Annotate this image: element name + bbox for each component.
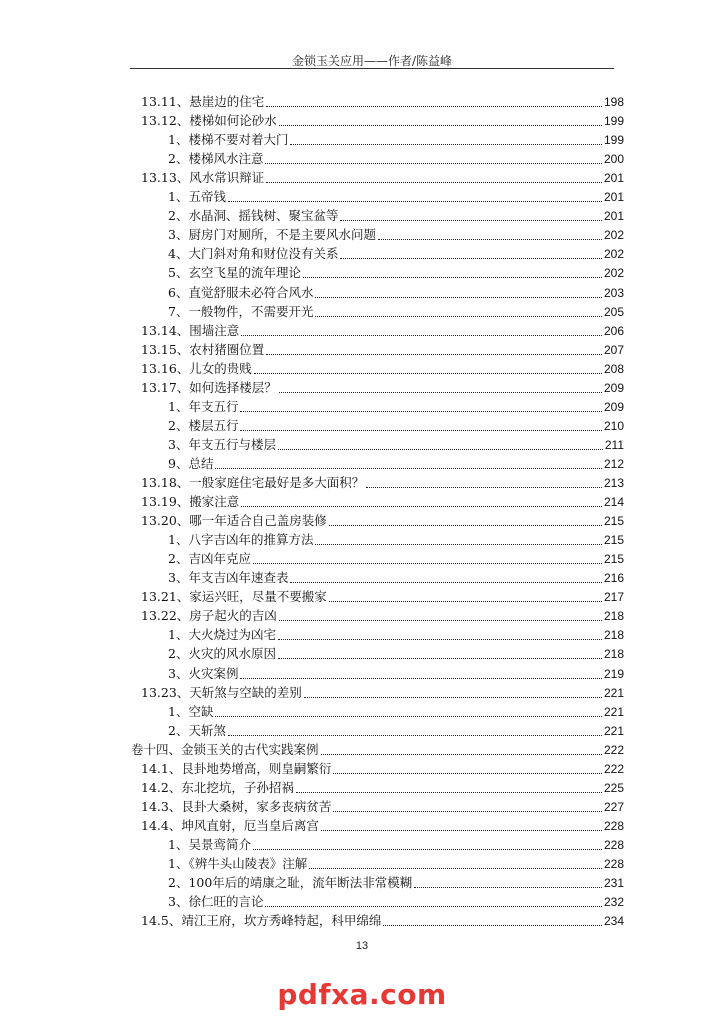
toc-entry-title: 7、一般物件，不需要开光: [168, 303, 314, 319]
toc-leader-dots: [266, 354, 602, 355]
toc-entry-page: 213: [603, 476, 624, 490]
toc-entry-title: 1、楼梯不要对着大门: [168, 132, 289, 148]
toc-entry-page: 227: [603, 799, 624, 814]
toc-leader-dots: [304, 697, 602, 698]
toc-entry-title: 1、八字吉凶年的推算方法: [168, 532, 314, 548]
toc-entry-title: 14.4、坤风直射，厄当皇后离宫: [141, 817, 319, 833]
toc-entry[interactable]: [131, 741, 624, 759]
toc-leader-dots: [366, 487, 602, 488]
toc-leader-dots: [329, 601, 602, 602]
toc-leader-dots: [296, 792, 602, 793]
toc-leader-dots: [253, 563, 602, 564]
toc-leader-dots: [215, 468, 602, 469]
toc-entry-page: 201: [603, 171, 624, 186]
toc-entry[interactable]: [168, 226, 624, 244]
toc-leader-dots: [278, 639, 602, 640]
toc-leader-dots: [240, 411, 602, 412]
toc-entry[interactable]: [168, 303, 624, 321]
toc-leader-dots: [266, 106, 602, 107]
toc-entry-title: 2、吉凶年克应: [168, 551, 251, 567]
toc-entry-page: 208: [603, 361, 624, 376]
toc-leader-dots: [303, 277, 602, 278]
toc-entry-page: 225: [603, 780, 624, 795]
toc-entry[interactable]: [168, 131, 624, 149]
toc-entry[interactable]: [141, 684, 624, 702]
toc-entry-page: 215: [603, 533, 624, 548]
toc-entry[interactable]: [168, 207, 624, 225]
toc-entry[interactable]: [168, 569, 624, 587]
toc-entry[interactable]: [141, 760, 624, 778]
toc-entry[interactable]: [168, 703, 624, 721]
toc-entry-title: 13.11、悬崖边的住宅: [141, 94, 265, 109]
toc-leader-dots: [340, 258, 602, 259]
toc-entry[interactable]: [168, 436, 624, 454]
toc-leader-dots: [240, 678, 602, 679]
toc-entry[interactable]: [168, 626, 624, 644]
toc-entry-page: 215: [603, 514, 624, 529]
toc-leader-dots: [340, 220, 602, 221]
toc-entry-title: 14.2、东北挖坑，子孙招祸: [141, 779, 294, 795]
toc-entry-title: 2、100年后的靖康之耻，流年断法非常模糊: [168, 875, 413, 891]
toc-entry-title: 3、年支五行与楼层: [168, 436, 276, 452]
toc-entry[interactable]: [168, 284, 624, 302]
toc-entry-page: 221: [603, 704, 624, 719]
page-number: 13: [355, 940, 369, 952]
toc-entry-title: 13.13、风水常识辩证: [141, 170, 265, 186]
toc-entry[interactable]: [141, 588, 624, 606]
toc-entry-title: 13.20、哪一年适合自己盖房装修: [141, 513, 327, 529]
toc-entry[interactable]: [141, 607, 624, 625]
header-rule: [130, 68, 614, 69]
toc-entry[interactable]: [168, 150, 624, 168]
toc-entry[interactable]: [168, 531, 624, 549]
toc-entry[interactable]: [168, 645, 624, 663]
toc-entry[interactable]: [168, 893, 624, 911]
toc-leader-dots: [315, 316, 602, 317]
toc-leader-dots: [215, 716, 602, 717]
toc-entry-title: 13.23、天斩煞与空缺的差别: [141, 684, 302, 700]
toc-leader-dots: [321, 754, 602, 755]
watermark: pdfxa.com: [277, 978, 447, 1011]
toc-entry-title: 13.21、家运兴旺，尽量不要搬家: [141, 589, 327, 605]
toc-entry-page: 209: [603, 380, 624, 395]
toc-entry-page: 222: [603, 742, 624, 757]
toc-entry-title: 2、楼层五行: [168, 417, 239, 433]
toc-entry[interactable]: [141, 474, 624, 492]
toc-entry-page: 207: [603, 342, 624, 357]
toc-entry[interactable]: [141, 112, 624, 130]
toc-entry-title: 1、大火烧过为凶宅: [168, 627, 276, 643]
toc-leader-dots: [241, 335, 602, 336]
toc-entry-page: 232: [603, 895, 624, 910]
toc-entry-title: 3、厨房门对厕所，不是主要风水问题: [168, 227, 376, 243]
toc-entry[interactable]: [141, 779, 624, 797]
toc-entry-title: 13.17、如何选择楼层？: [141, 379, 277, 395]
toc-entry[interactable]: [168, 874, 624, 892]
toc-leader-dots: [265, 906, 602, 907]
toc-entry-title: 13.19、搬家注意: [141, 494, 240, 510]
toc-entry-title: 6、直觉舒服未必符合风水: [168, 284, 314, 300]
toc-entry-title: 2、楼梯风水注意: [168, 151, 264, 167]
toc-entry[interactable]: [141, 912, 624, 930]
toc-entry-title: 14.5、靖江王府，坎方秀峰特起，科甲绵绵: [141, 913, 382, 929]
toc-leader-dots: [228, 201, 602, 202]
toc-entry-page: 202: [603, 247, 624, 262]
toc-leader-dots: [414, 887, 602, 888]
toc-leader-dots: [309, 868, 602, 869]
toc-entry-title: 5、玄空飞星的流年理论: [168, 265, 301, 281]
toc-entry-page: 215: [603, 552, 624, 567]
toc-entry[interactable]: [168, 550, 624, 568]
toc-entry-title: 13.12、楼梯如何论砂水: [141, 113, 277, 129]
toc-entry[interactable]: [168, 188, 624, 206]
toc-leader-dots: [333, 773, 602, 774]
toc-entry-page: 214: [603, 495, 624, 510]
toc-entry-title: 9、总结: [168, 455, 214, 471]
toc-entry-title: 3、徐仁旺的言论: [168, 894, 264, 910]
toc-leader-dots: [265, 163, 602, 164]
toc-entry-page: 218: [603, 647, 624, 662]
toc-entry-page: 221: [603, 685, 624, 700]
toc-entry-page: 202: [603, 228, 624, 243]
toc-entry-page: 201: [603, 209, 624, 224]
toc-entry-title: 13.22、房子起火的吉凶: [141, 608, 277, 624]
toc-entry-page: 206: [603, 323, 624, 338]
toc-entry-page: 228: [603, 857, 624, 871]
toc-leader-dots: [240, 430, 602, 431]
toc-entry[interactable]: [141, 93, 624, 111]
toc-leader-dots: [329, 525, 602, 526]
toc-entry-page: 218: [603, 609, 624, 624]
toc-entry-title: 2、火灾的风水原因: [168, 646, 276, 662]
toc-entry[interactable]: [168, 836, 624, 854]
toc-entry[interactable]: [141, 512, 624, 530]
toc-entry[interactable]: [168, 455, 624, 473]
toc-leader-dots: [241, 506, 602, 507]
toc-leader-dots: [315, 297, 602, 298]
toc-entry-page: 210: [603, 418, 624, 433]
toc-entry[interactable]: [168, 398, 624, 416]
toc-entry-page: 200: [603, 152, 624, 167]
toc-entry[interactable]: [168, 245, 624, 263]
toc-entry[interactable]: [168, 264, 624, 282]
toc-leader-dots: [254, 373, 602, 374]
toc-entry-page: 201: [603, 190, 624, 205]
toc-entry-title: 13.16、儿女的贵贱: [141, 360, 252, 376]
toc-entry-title: 卷十四、金锁玉关的古代实践案例: [131, 741, 319, 757]
toc-entry-page: 228: [603, 818, 624, 833]
toc-entry-title: 14.3、艮卦大桑树，家多丧病贫苦: [141, 798, 332, 814]
toc-entry[interactable]: [168, 722, 624, 740]
toc-entry-page: 217: [603, 590, 624, 605]
toc-entry[interactable]: [141, 322, 624, 340]
toc-entry-page: 205: [603, 304, 624, 319]
toc-leader-dots: [253, 849, 602, 850]
toc-entry-page: 199: [603, 114, 624, 129]
toc-entry-page: 212: [603, 456, 624, 471]
toc-entry-title: 13.18、一般家庭住宅最好是多大面积？: [141, 475, 365, 490]
toc-leader-dots: [315, 544, 602, 545]
toc-entry[interactable]: [168, 855, 624, 873]
toc-leader-dots: [333, 811, 602, 812]
page-header: 金锁玉关应用——作者/陈益峰: [291, 54, 453, 68]
toc-entry-title: 4、大门斜对角和财位没有关系: [168, 246, 339, 262]
toc-entry[interactable]: [141, 169, 624, 187]
toc-entry-page: 218: [603, 628, 624, 643]
toc-entry-page: 203: [603, 285, 624, 300]
toc-entry-title: 3、火灾案例: [168, 665, 239, 681]
toc-entry-title: 1、五帝钱: [168, 189, 226, 205]
toc-entry-title: 13.14、围墙注意: [141, 322, 240, 338]
toc-entry-title: 1、吴景鸾简介: [168, 836, 251, 852]
toc-entry-title: 2、水晶洞、摇钱树、聚宝盆等: [168, 208, 339, 224]
toc-entry-page: 199: [603, 133, 624, 148]
toc-entry-title: 14.1、艮卦地势增高，则皇嗣繁衍: [141, 760, 332, 776]
toc-leader-dots: [279, 392, 602, 393]
toc-entry[interactable]: [168, 417, 624, 435]
toc-entry-title: 2、天斩煞: [168, 722, 226, 738]
toc-entry-page: 198: [603, 95, 624, 109]
toc-entry[interactable]: [141, 798, 624, 816]
toc-entry-title: 1、《辨牛头山陵表》注解: [168, 856, 308, 871]
toc-leader-dots: [378, 239, 602, 240]
toc-leader-dots: [278, 449, 603, 450]
toc-entry[interactable]: [141, 379, 624, 397]
toc-leader-dots: [278, 658, 602, 659]
toc-entry-page: 216: [603, 571, 624, 586]
toc-leader-dots: [228, 735, 602, 736]
toc-entry-page: 221: [603, 723, 624, 738]
toc-entry-page: 234: [603, 914, 624, 929]
toc-entry-page: 228: [603, 837, 624, 852]
toc-leader-dots: [290, 144, 602, 145]
toc-entry-page: 231: [603, 876, 624, 891]
toc-entry-page: 219: [603, 666, 624, 681]
toc-entry[interactable]: [168, 665, 624, 683]
toc-entry[interactable]: [141, 493, 624, 511]
toc-entry-page: 222: [603, 761, 624, 776]
toc-leader-dots: [290, 582, 602, 583]
toc-entry[interactable]: [141, 360, 624, 378]
toc-leader-dots: [266, 182, 602, 183]
toc-entry-title: 13.15、农村猪圈位置: [141, 341, 265, 357]
toc-entry-page: 209: [603, 399, 624, 414]
toc-entry-page: 202: [603, 266, 624, 281]
toc-leader-dots: [279, 620, 602, 621]
toc-entry-title: 3、年支吉凶年速查表: [168, 570, 289, 586]
toc-entry[interactable]: [141, 341, 624, 359]
toc-entry[interactable]: [141, 817, 624, 835]
toc-entry-title: 1、年支五行: [168, 398, 239, 414]
toc-entry-page: 211: [604, 437, 624, 452]
toc-leader-dots: [321, 830, 602, 831]
toc-leader-dots: [383, 925, 602, 926]
toc-entry-title: 1、空缺: [168, 703, 214, 719]
toc-leader-dots: [279, 125, 602, 126]
